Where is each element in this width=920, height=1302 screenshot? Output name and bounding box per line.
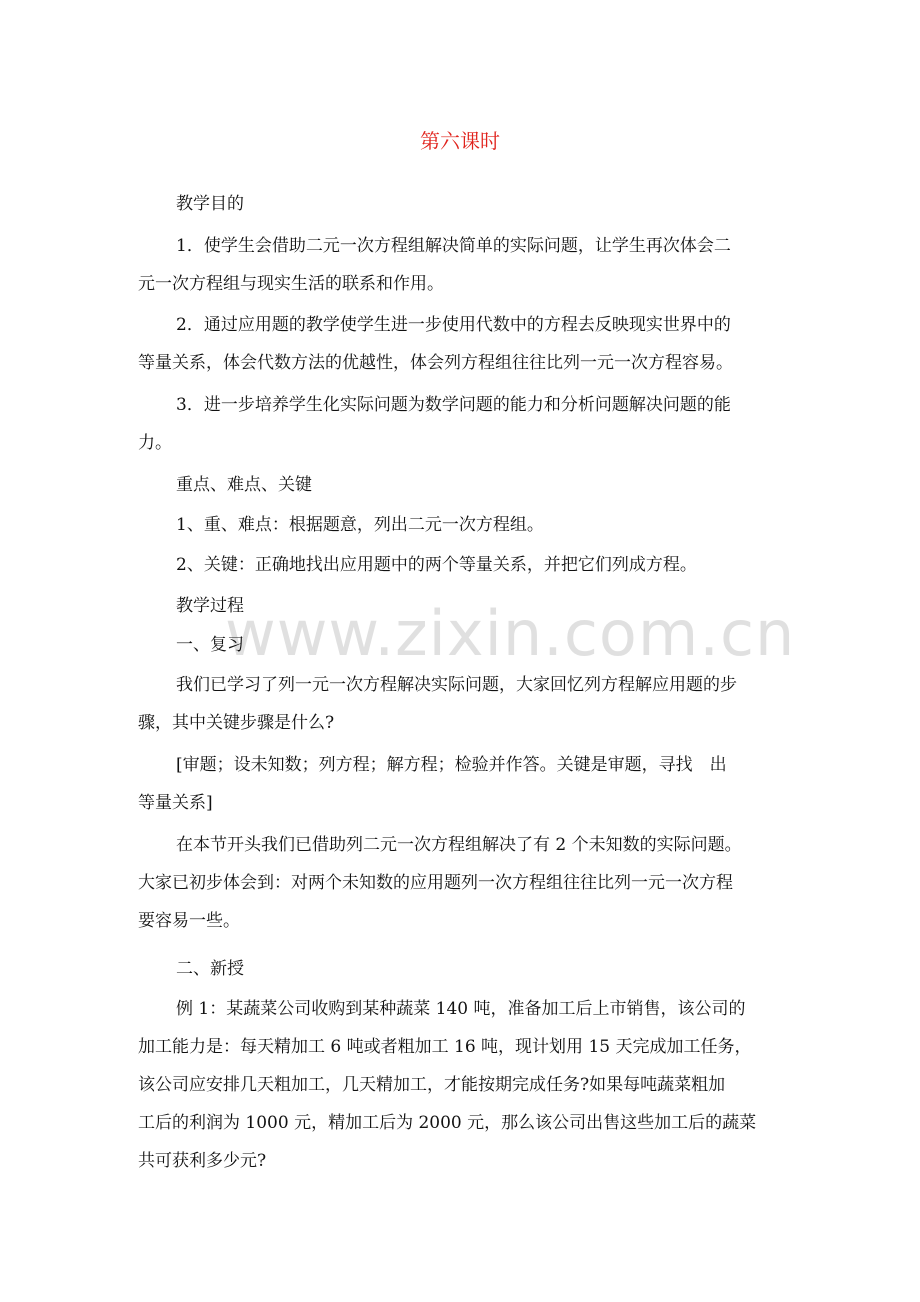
review-paragraph — [138, 666, 786, 742]
text-line: 大家已初步体会到：对两个未知数的应用题列一次方程组往往比列一元一次方程 — [138, 873, 733, 893]
text-line: 3．进一步培养学生化实际问题为数学问题的能力和分析问题解决问题的能 — [176, 395, 731, 415]
text-line: 教学过程 — [176, 596, 244, 616]
text-line: 教学目的 — [176, 194, 244, 214]
text-line: 重点、难点、关键 — [176, 475, 312, 495]
text-line: 骤，其中关键步骤是什么? — [138, 713, 335, 733]
key-point-1 — [138, 506, 824, 544]
review-answer — [138, 746, 786, 822]
text-line: 1、重、难点：根据题意，列出二元一次方程组。 — [176, 515, 544, 535]
text-line: 等量关系] — [138, 793, 213, 813]
text-line: 力。 — [138, 433, 172, 453]
text-line: 在本节开头我们已借助列二元一次方程组解决了有 2 个未知数的实际问题。 — [176, 835, 742, 855]
text-line: 例 1：某蔬菜公司收购到某种蔬菜 140 吨，准备加工后上市销售，该公司的 — [176, 999, 746, 1019]
heading-teaching-process — [138, 587, 824, 625]
text-line: 工后的利润为 1000 元，精加工后为 2000 元，那么该公司出售这些加工后的蔬菜 — [138, 1113, 757, 1133]
text-line: 我们已学习了列一元一次方程解决实际问题，大家回忆列方程解应用题的步 — [176, 675, 737, 695]
text-line: 二、新授 — [176, 959, 244, 979]
text-line: 加工能力是：每天精加工 6 吨或者粗加工 16 吨，现计划用 15 天完成加工任务， — [138, 1037, 752, 1057]
key-point-2 — [138, 546, 824, 584]
text-line: 共可获利多少元? — [138, 1151, 267, 1171]
heading-new-lesson — [138, 950, 824, 988]
text-line: [审题；设未知数；列方程；解方程；检验并作答。关键是审题，寻找 出 — [176, 755, 727, 775]
text-line: 等量关系，体会代数方法的优越性，体会列方程组往往比列一元一次方程容易。 — [138, 353, 733, 373]
text-line: 要容易一些。 — [138, 911, 240, 931]
goal-item-1 — [138, 227, 786, 303]
watermark: www.zixin.com.cn — [225, 597, 796, 670]
text-line: 1．使学生会借助二元一次方程组解决简单的实际问题，让学生再次体会二 — [176, 236, 731, 256]
text-line: 2．通过应用题的教学使学生进一步使用代数中的方程去反映现实世界中的 — [176, 315, 731, 335]
text-line: 该公司应安排几天粗加工，几天精加工，才能按期完成任务?如果每吨蔬菜粗加 — [138, 1075, 726, 1095]
intro-paragraph — [138, 826, 786, 940]
text-line: 一、复习 — [176, 635, 244, 655]
goal-item-2 — [138, 306, 786, 382]
text-line: 2、关键：正确地找出应用题中的两个等量关系，并把它们列成方程。 — [176, 555, 697, 575]
lesson-title: 第六课时 — [420, 129, 500, 153]
example-1-paragraph — [138, 990, 786, 1180]
heading-key-points — [138, 466, 824, 504]
heading-review — [138, 626, 824, 664]
heading-teaching-goals — [138, 185, 824, 223]
goal-item-3 — [138, 386, 786, 462]
text-line: 元一次方程组与现实生活的联系和作用。 — [138, 274, 444, 294]
